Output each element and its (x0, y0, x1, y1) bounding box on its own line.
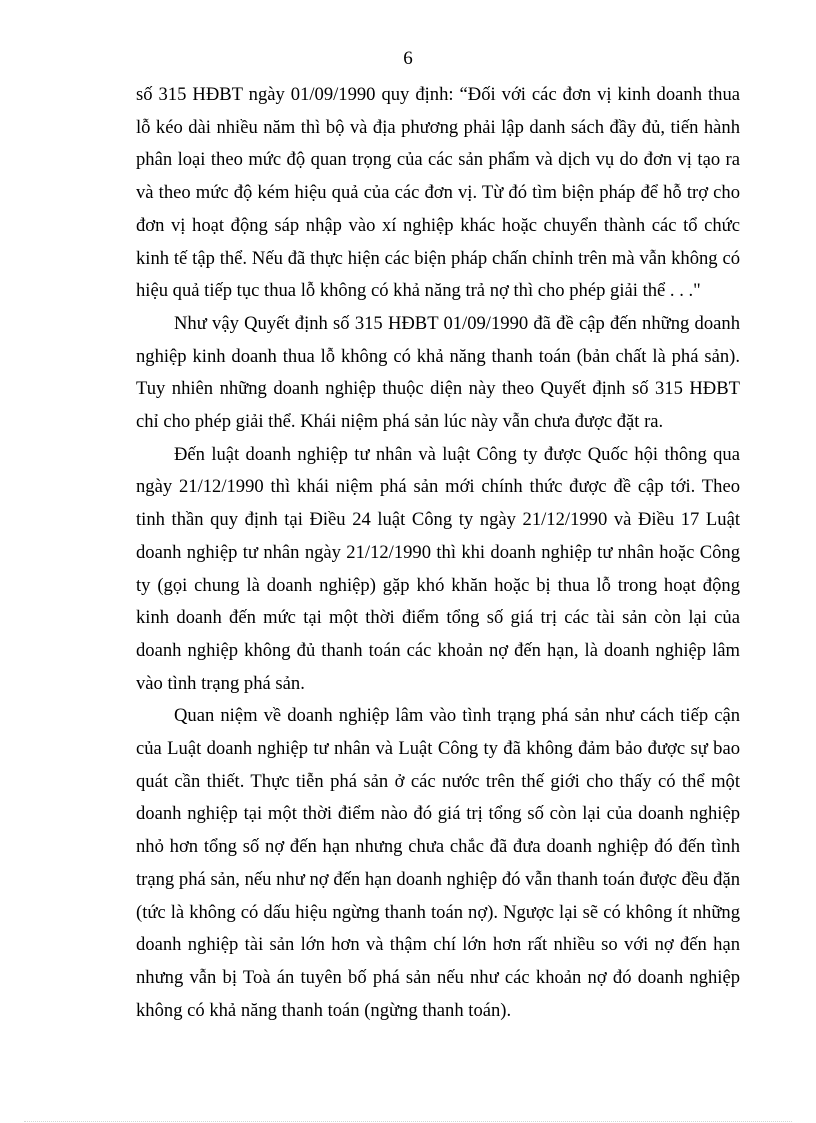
paragraph-company-law-1990: Đến luật doanh nghiệp tư nhân và luật Công ty được Quốc hội thông qua ngày 21/12/1990 thì khái niệm phá sản mới chính thức được đề cập tới. Theo tinh thần quy định tại Điều 24 luật Công ty ngày 21/12/1990 và Điều 17 Luật doanh nghiệp tư nhân ngày 21/12/1990 thì khi doanh nghiệp tư nhân hoặc Công ty (gọi chung là doanh nghiệp) gặp khó khăn hoặc bị thua lỗ trong hoạt động kinh doanh đến mức tại một thời điểm tổng số giá trị các tài sản còn lại của doanh nghiệp không đủ thanh toán các khoản nợ đến hạn, là doanh nghiệp lâm vào tình trạng phá sản. (136, 443, 740, 694)
page-bottom-divider (24, 1121, 792, 1122)
paragraph-decision-315-summary: Như vậy Quyết định số 315 HĐBT 01/09/1990 đã đề cập đến những doanh nghiệp kinh doanh thua lỗ không có khả năng thanh toán (bản chất là phá sản). Tuy nhiên những doanh nghiệp thuộc diện này theo Quyết định số 315 HĐBT chỉ cho phép giải thể. Khái niệm phá sản lúc này vẫn chưa được đặt ra. (136, 312, 740, 433)
paragraph-bankruptcy-concept: Quan niệm về doanh nghiệp lâm vào tình trạng phá sản như cách tiếp cận của Luật doanh nghiệp tư nhân và Luật Công ty đã không đảm bảo được sự bao quát cần thiết. Thực tiễn phá sản ở các nước trên thế giới cho thấy có thể một doanh nghiệp tại một thời điểm nào đó giá trị tổng số còn lại của doanh nghiệp nhỏ hơn tổng số nợ đến hạn nhưng chưa chắc đã đưa doanh nghiệp đó đến tình trạng phá sản, nếu như nợ đến hạn doanh nghiệp đó vẫn thanh toán được đều đặn (tức là không có dấu hiệu ngừng thanh toán nợ). Ngược lại sẽ có không ít những doanh nghiệp tài sản lớn hơn và thậm chí lớn hơn rất nhiều so với nợ đến hạn nhưng vẫn bị Toà án tuyên bố phá sản nếu như các khoản nợ đó doanh nghiệp không có khả năng thanh toán (ngừng thanh toán). (136, 705, 740, 1021)
paragraph-quote-decision-315: số 315 HĐBT ngày 01/09/1990 quy định: “Đối với các đơn vị kinh doanh thua lỗ kéo dài nhiều năm thì bộ và địa phương phải lập danh sách đầy đủ, tiến hành phân loại theo mức độ quan trọng của các sản phẩm và dịch vụ do đơn vị tạo ra và theo mức độ kém hiệu quả của các đơn vị. Từ đó tìm biện pháp để hỗ trợ cho đơn vị hoạt động sáp nhập vào xí nghiệp khác hoặc chuyển thành các tổ chức kinh tế tập thể. Nếu đã thực hiện các biện pháp chấn chỉnh trên mà vẫn không có hiệu quả tiếp tục thua lỗ không có khả năng trả nợ thì cho phép giải thể . . ." (136, 84, 740, 302)
page-number: 6 (403, 48, 413, 69)
document-body (136, 79, 740, 1027)
